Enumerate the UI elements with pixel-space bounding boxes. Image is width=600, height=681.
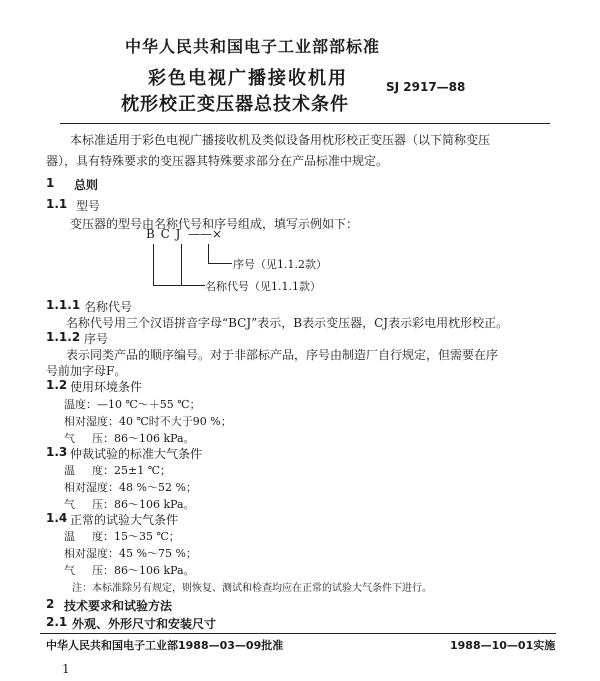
- section-1-3-number: 1.3: [46, 445, 68, 459]
- section-1-4-temperature: 度：15～35 ℃；: [92, 530, 180, 543]
- section-1-4-temperature-label: 温: [64, 530, 75, 543]
- section-1-4-note: 注：本标准除另有规定，则恢复、测试和检查均应在正常的试验大气条件下进行。: [72, 583, 432, 594]
- section-1-1-2-text-2: 号前加字母F。: [46, 364, 127, 378]
- section-1-1-1-title: 名称代号: [84, 300, 133, 314]
- section-1-title: 总则: [74, 178, 99, 192]
- footer-approval: 中华人民共和国电子工业部1988—03—09批准: [46, 639, 284, 652]
- section-1-3-pressure-label: 气: [64, 498, 75, 511]
- section-1-1-text: 变压器的型号由名称代号和序号组成，填写示例如下：: [70, 217, 359, 231]
- section-1-1-1-text: 名称代号用三个汉语拼音字母“BCJ”表示，B表示变压器，CJ表示彩电用枕形校正。: [66, 316, 509, 330]
- title-line-2: 枕形校正变压器总技术条件: [121, 94, 349, 115]
- section-2-number: 2: [46, 597, 55, 611]
- section-1-1-2-text-1: 表示同类产品的顺序编号。对于非部标产品，序号由制造厂自行规定，但需要在序: [66, 348, 499, 362]
- section-1-2-humidity: 相对湿度：40 ℃时不大于90 %；: [64, 415, 232, 428]
- section-1-1-2-title: 序号: [84, 332, 109, 346]
- section-1-4-pressure-label: 气: [64, 564, 75, 577]
- section-2-title: 技术要求和试验方法: [64, 599, 173, 613]
- section-1-2-number: 1.2: [46, 378, 68, 392]
- intro-line-1: 本标准适用于彩色电视广播接收机及类似设备用枕形校正变压器（以下简称变压: [70, 133, 491, 147]
- name-code-bracket-right: [181, 244, 182, 286]
- section-1-2-title: 使用环境条件: [70, 380, 143, 394]
- issuing-organization: 中华人民共和国电子工业部部标准: [125, 37, 381, 56]
- section-1-4-number: 1.4: [46, 511, 68, 525]
- section-1-3-temperature-label: 温: [64, 464, 75, 477]
- sequence-leader: [208, 263, 232, 264]
- section-1-number: 1: [46, 176, 55, 190]
- section-1-1-number: 1.1: [46, 197, 68, 211]
- example-separator: ——×: [188, 227, 223, 241]
- label-name-code: 名称代号（见1.1.1款）: [205, 280, 321, 293]
- section-1-4-pressure: 压：86～106 kPa。: [92, 564, 195, 577]
- name-code-bracket-left: [153, 244, 154, 286]
- footer-effective-date: 1988—10—01实施: [450, 639, 556, 652]
- section-1-2-pressure: 压：86～106 kPa。: [92, 432, 195, 445]
- section-1-1-2-number: 1.1.2: [46, 330, 81, 344]
- intro-line-2: 器），具有特殊要求的变压器其特殊要求部分在产品标准中规定。: [46, 154, 389, 168]
- section-2-1-title: 外观、外形尺寸和安装尺寸: [72, 617, 217, 631]
- section-1-2-pressure-label: 气: [64, 432, 75, 445]
- title-line-1: 彩色电视广播接收机用: [148, 68, 348, 89]
- sequence-bracket: [208, 244, 209, 264]
- section-1-1-1-number: 1.1.1: [46, 298, 81, 312]
- section-1-4-humidity: 相对湿度：45 %～75 %；: [64, 547, 197, 560]
- example-code: B C J: [146, 227, 182, 241]
- footer-divider: [40, 633, 556, 634]
- section-1-4-title: 正常的试验大气条件: [70, 513, 179, 527]
- section-1-3-pressure: 压：86～106 kPa。: [92, 498, 195, 511]
- section-1-2-temperature: 温度：—10 ℃～＋55 ℃；: [64, 398, 201, 411]
- section-1-3-temperature: 度：25±1 ℃；: [92, 464, 172, 477]
- section-1-3-title: 仲裁试验的标准大气条件: [70, 447, 203, 461]
- label-sequence: 序号（见1.1.2款）: [233, 258, 327, 271]
- section-2-1-number: 2.1: [46, 615, 68, 629]
- section-1-3-humidity: 相对湿度：48 %～52 %；: [64, 481, 197, 494]
- standard-code: SJ 2917—88: [386, 80, 466, 94]
- header-divider: [60, 123, 550, 124]
- page-number: 1: [62, 662, 70, 676]
- name-code-leader: [153, 285, 205, 286]
- section-1-1-title: 型号: [76, 199, 101, 213]
